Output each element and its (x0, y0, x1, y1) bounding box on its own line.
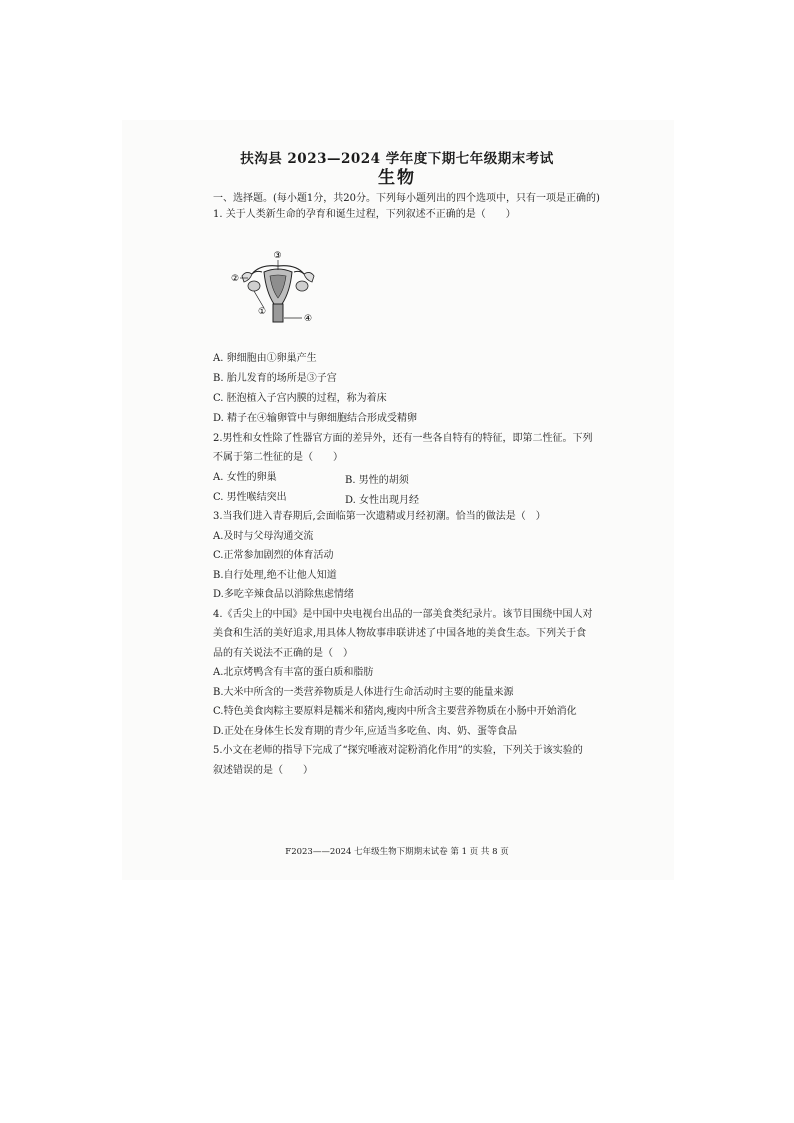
question-3-option-d: D.多吃辛辣食品以消除焦虑情绪 (213, 589, 354, 600)
question-4-option-a: A.北京烤鸭含有丰富的蛋白质和脂肪 (213, 667, 374, 678)
subject-title: 生物 (378, 168, 416, 188)
question-2-option-d: D. 女性出现月经 (345, 495, 420, 506)
question-4-option-b: B.大米中所含的一类营养物质是人体进行生命活动时主要的能量来源 (213, 687, 514, 698)
question-4-stem-line-2: 美食和生活的美好追求,用具体人物故事串联讲述了中国各地的美食生态。下列关于食 (213, 628, 587, 639)
question-2-option-a: A. 女性的卵巢 (213, 472, 277, 483)
question-1-option-c: C. 胚泡植入子宫内膜的过程，称为着床 (213, 393, 387, 404)
page-footer: F2023——2024 七年级生物下期期末试卷 第 1 页 共 8 页 (285, 847, 509, 857)
diagram-label-3: ③ (273, 251, 282, 261)
section-heading: 一、选择题。(每小题1分，共20分。下列每小题列出的四个选项中，只有一项是正确的) (213, 193, 600, 204)
question-5-stem-line-1: 5.小文在老师的指导下完成了“探究唾液对淀粉消化作用”的实验，下列关于该实验的 (213, 745, 583, 756)
question-3-option-c: C.正常参加剧烈的体育活动 (213, 550, 334, 561)
question-3-option-a: A.及时与父母沟通交流 (213, 531, 314, 542)
question-4-stem-line-1: 4.《舌尖上的中国》是中国中央电视台出品的一部美食类纪录片。该节目围绕中国人对 (213, 609, 593, 620)
question-4-option-d: D.正处在身体生长发育期的青少年,应适当多吃鱼、肉、奶、蛋等食品 (213, 726, 518, 737)
question-4-option-c: C.特色美食肉粽主要原料是糯米和猪肉,瘦肉中所含主要营养物质在小肠中开始消化 (213, 706, 577, 717)
question-2-option-b: B. 男性的胡须 (345, 475, 409, 486)
question-3-stem: 3.当我们进入青春期后,会面临第一次遗精或月经初潮。恰当的做法是（ ） (213, 511, 546, 522)
question-2-stem-line-2: 不属于第二性征的是（ ） (213, 452, 343, 463)
question-5-stem-line-2: 叙述错误的是（ ） (213, 765, 313, 776)
question-4-stem-line-3: 品的有关说法不正确的是（ ） (213, 648, 353, 659)
question-1-option-a: A. 卵细胞由①卵巢产生 (213, 353, 317, 364)
question-1-stem: 1. 关于人类新生命的孕育和诞生过程，下列叙述不正确的是（ ） (213, 209, 516, 220)
uterus-diagram (228, 246, 328, 331)
question-2-option-c: C. 男性喉结突出 (213, 492, 287, 503)
question-3-option-b: B.自行处理,绝不让他人知道 (213, 570, 337, 581)
question-1-option-b: B. 胎儿发育的场所是③子宫 (213, 373, 337, 384)
diagram-label-2: ② (231, 274, 240, 284)
question-2-stem-line-1: 2.男性和女性除了性器官方面的差异外，还有一些各自特有的特征，即第二性征。下列 (213, 433, 593, 444)
diagram-label-4: ④ (304, 314, 313, 324)
exam-title: 扶沟县 2023—2024 学年度下期七年级期末考试 (240, 151, 554, 167)
diagram-label-1: ① (258, 307, 267, 317)
question-1-option-d: D. 精子在④输卵管中与卵细胞结合形成受精卵 (213, 413, 418, 424)
